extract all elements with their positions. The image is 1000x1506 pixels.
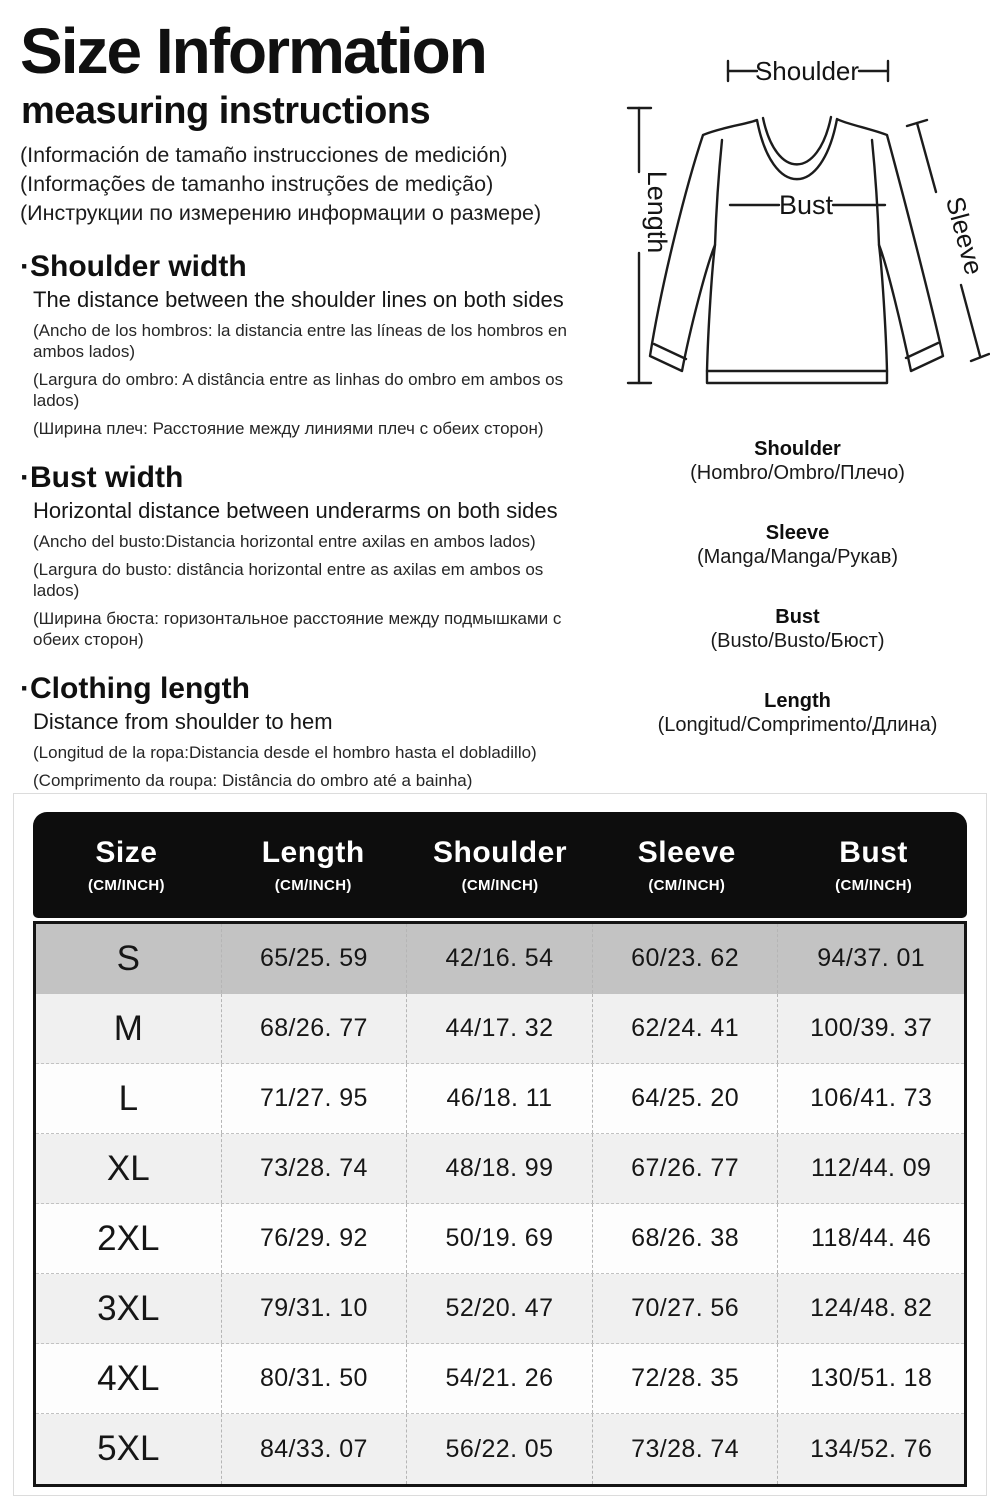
length-cell: 76/29. 92 bbox=[222, 1204, 408, 1273]
table-row bbox=[36, 1274, 964, 1344]
length-cell: 71/27. 95 bbox=[222, 1064, 408, 1133]
diagram-length-label: Length bbox=[642, 170, 672, 254]
legend-item-bust bbox=[600, 605, 995, 653]
shoulder-cell: 46/18. 11 bbox=[407, 1064, 593, 1133]
section-bust-width bbox=[20, 461, 608, 650]
column-header-bust: Bust (CM/INCH) bbox=[835, 836, 913, 894]
section-translation-es: (Ancho de los hombros: la distancia entre las líneas de los hombros en ambos lados) bbox=[33, 321, 567, 362]
legend-item-length bbox=[600, 689, 995, 737]
bust-cell: 112/44. 09 bbox=[811, 1154, 932, 1182]
shoulder-cell: 48/18. 99 bbox=[407, 1134, 593, 1203]
table-row bbox=[36, 924, 964, 994]
section-translation-pt: (Comprimento da roupa: Distância do ombro até a bainha) bbox=[33, 771, 473, 791]
sleeve-cell: 67/26. 77 bbox=[593, 1134, 779, 1203]
sleeve-cell: 70/27. 56 bbox=[593, 1274, 779, 1343]
size-cell: M bbox=[36, 994, 222, 1063]
table-row bbox=[36, 1414, 964, 1484]
size-table-header bbox=[33, 812, 967, 918]
section-heading: Clothing length bbox=[30, 672, 250, 706]
page-subtitle: measuring instructions bbox=[21, 89, 431, 132]
shoulder-cell: 54/21. 26 bbox=[407, 1344, 593, 1413]
measurement-legend bbox=[600, 437, 995, 737]
table-row bbox=[36, 1064, 964, 1134]
bust-cell: 124/48. 82 bbox=[810, 1294, 933, 1322]
diagram-bust-label: Bust bbox=[778, 190, 834, 220]
length-cell: 65/25. 59 bbox=[222, 924, 408, 993]
size-cell: L bbox=[36, 1064, 222, 1133]
size-cell: 4XL bbox=[36, 1344, 222, 1413]
sleeve-cell: 73/28. 74 bbox=[593, 1414, 779, 1484]
bust-cell: 94/37. 01 bbox=[817, 944, 926, 972]
title-translation-es: (Información de tamaño instrucciones de medición) bbox=[20, 143, 508, 168]
table-row bbox=[36, 1134, 964, 1204]
bullet-icon: · bbox=[20, 250, 30, 284]
sleeve-cell: 68/26. 38 bbox=[593, 1204, 779, 1273]
shoulder-cell: 44/17. 32 bbox=[407, 994, 593, 1063]
intro-section bbox=[20, 16, 608, 826]
bust-cell: 134/52. 76 bbox=[810, 1434, 933, 1463]
legend-term: Bust bbox=[775, 606, 820, 628]
column-header-size: Size (CM/INCH) bbox=[87, 836, 165, 894]
bullet-icon: · bbox=[20, 461, 30, 495]
tshirt-diagram bbox=[600, 40, 990, 425]
section-description: The distance between the shoulder lines on both sides bbox=[33, 287, 564, 313]
section-translation-es: (Longitud de la ropa:Distancia desde el hombro hasta el dobladillo) bbox=[33, 743, 537, 763]
title-translation-pt: (Informações de tamanho instruções de medição) bbox=[20, 172, 494, 197]
table-row bbox=[36, 994, 964, 1064]
size-cell: 5XL bbox=[36, 1414, 222, 1484]
bust-cell: 106/41. 73 bbox=[810, 1084, 933, 1112]
length-cell: 84/33. 07 bbox=[222, 1414, 408, 1484]
shoulder-cell: 52/20. 47 bbox=[407, 1274, 593, 1343]
size-cell: 2XL bbox=[36, 1204, 222, 1273]
legend-term: Length bbox=[764, 690, 831, 712]
section-translation-ru: (Ширина плеч: Расстояние между линиями плеч с обеих сторон) bbox=[33, 419, 544, 439]
column-header-shoulder: Shoulder (CM/INCH) bbox=[432, 836, 567, 894]
bust-cell: 118/44. 46 bbox=[811, 1224, 932, 1252]
legend-term: Sleeve bbox=[765, 522, 830, 544]
length-cell: 68/26. 77 bbox=[222, 994, 408, 1063]
section-translation-ru: (Ширина бюста: горизонтальное расстояние между подмышками с обеих сторон) bbox=[33, 609, 562, 650]
section-heading: Bust width bbox=[30, 461, 184, 495]
legend-translation: (Busto/Busto/Бюст) bbox=[710, 630, 885, 652]
table-row bbox=[36, 1344, 964, 1414]
diagram-sleeve-label: Sleeve bbox=[939, 193, 990, 278]
legend-translation: (Hombro/Ombro/Плечо) bbox=[690, 462, 905, 484]
shoulder-cell: 56/22. 05 bbox=[407, 1414, 593, 1484]
section-translation-pt: (Largura do busto: distância horizontal entre as axilas em ambos os lados) bbox=[33, 560, 544, 601]
page-title: Size Information bbox=[20, 15, 486, 87]
sleeve-cell: 60/23. 62 bbox=[593, 924, 779, 993]
shoulder-cell: 50/19. 69 bbox=[407, 1204, 593, 1273]
section-translation-es: (Ancho del busto:Distancia horizontal entre axilas en ambos lados) bbox=[33, 532, 536, 552]
legend-item-shoulder bbox=[600, 437, 995, 485]
length-cell: 73/28. 74 bbox=[222, 1134, 408, 1203]
sleeve-cell: 62/24. 41 bbox=[593, 994, 779, 1063]
legend-item-sleeve bbox=[600, 521, 995, 569]
section-shoulder-width bbox=[20, 250, 608, 439]
size-table bbox=[13, 793, 987, 1496]
legend-translation: (Manga/Manga/Рукав) bbox=[696, 546, 898, 568]
bust-cell: 100/39. 37 bbox=[810, 1014, 933, 1042]
diagram-shoulder-label: Shoulder bbox=[754, 56, 860, 86]
shoulder-cell: 42/16. 54 bbox=[407, 924, 593, 993]
bullet-icon: · bbox=[20, 672, 30, 706]
column-header-length: Length (CM/INCH) bbox=[261, 836, 365, 894]
section-heading: Shoulder width bbox=[30, 250, 247, 284]
length-cell: 80/31. 50 bbox=[222, 1344, 408, 1413]
section-description: Horizontal distance between underarms on both sides bbox=[33, 498, 558, 524]
length-cell: 79/31. 10 bbox=[222, 1274, 408, 1343]
legend-term: Shoulder bbox=[754, 438, 841, 460]
measurement-diagram bbox=[600, 40, 995, 773]
size-cell: 3XL bbox=[36, 1274, 222, 1343]
size-table-body bbox=[33, 921, 967, 1487]
section-translation-pt: (Largura do ombro: A distância entre as linhas do ombro em ambos os lados) bbox=[33, 370, 564, 411]
title-translations bbox=[20, 141, 608, 228]
column-header-sleeve: Sleeve (CM/INCH) bbox=[637, 836, 736, 894]
bust-cell: 130/51. 18 bbox=[810, 1364, 933, 1392]
tshirt-outline-icon bbox=[650, 117, 943, 383]
legend-translation: (Longitud/Comprimento/Длина) bbox=[657, 714, 938, 736]
sleeve-cell: 64/25. 20 bbox=[593, 1064, 779, 1133]
table-row bbox=[36, 1204, 964, 1274]
section-description: Distance from shoulder to hem bbox=[33, 709, 333, 735]
title-translation-ru: (Инструкции по измерению информации о размере) bbox=[20, 201, 542, 226]
size-cell: S bbox=[36, 924, 222, 993]
sleeve-cell: 72/28. 35 bbox=[593, 1344, 779, 1413]
size-cell: XL bbox=[36, 1134, 222, 1203]
